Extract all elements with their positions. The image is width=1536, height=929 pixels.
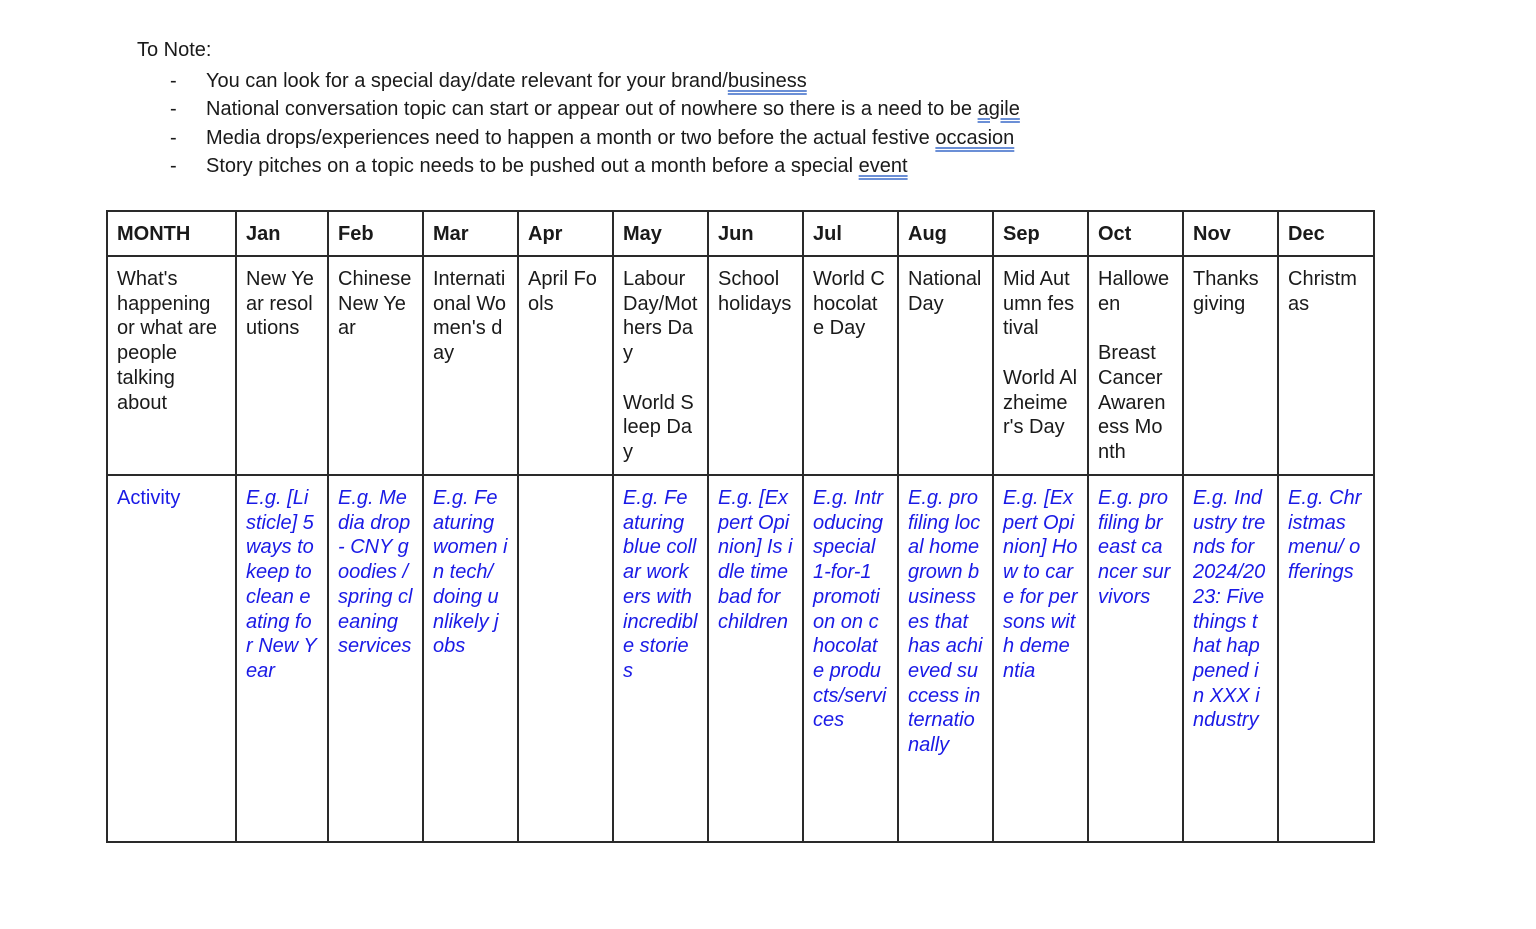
happening-cell-jun: School holidays (708, 256, 803, 475)
note-link[interactable]: event (858, 154, 908, 177)
activity-cell-aug: E.g. profiling local homegrown businesses that has achieved success internationally (898, 475, 993, 842)
content-calendar-table (106, 210, 1375, 843)
header-month-may: May (613, 211, 708, 256)
note-text: Media drops/experiences need to happen a month or two before the actual festive (206, 126, 936, 149)
header-month-dec: Dec (1278, 211, 1374, 256)
activity-cell-dec: E.g. Christmas menu/ offerings (1278, 475, 1374, 842)
header-month-sep: Sep (993, 211, 1088, 256)
activity-cell-feb: E.g. Media drop - CNY goodies / spring cleaning services (328, 475, 423, 842)
note-item (170, 152, 1020, 180)
happening-cell-jul: World Chocolate Day (803, 256, 898, 475)
bullet-dash: - (170, 70, 177, 92)
header-month-aug: Aug (898, 211, 993, 256)
activity-cell-jul: E.g. Introducing special 1-for-1 promotion on chocolate products/services (803, 475, 898, 842)
activity-cell-jan: E.g. [Listicle] 5 ways to keep to clean eating for New Year (236, 475, 328, 842)
happening-cell-mar: International Women's day (423, 256, 518, 475)
happening-cell-jan: New Year resolutions (236, 256, 328, 475)
happening-cell-feb: Chinese New Year (328, 256, 423, 475)
header-month-nov: Nov (1183, 211, 1278, 256)
activity-cell-apr (518, 475, 613, 842)
note-text: National conversation topic can start or appear out of nowhere so there is a need to be (206, 98, 978, 121)
happening-cell-nov: Thanksgiving (1183, 256, 1278, 475)
header-month-mar: Mar (423, 211, 518, 256)
activity-cell-oct: E.g. profiling breast cancer survivors (1088, 475, 1183, 842)
header-month-jun: Jun (708, 211, 803, 256)
header-month-feb: Feb (328, 211, 423, 256)
happening-row (107, 256, 1374, 475)
header-month-oct: Oct (1088, 211, 1183, 256)
notes-title: To Note: (137, 39, 212, 61)
header-month-label: MONTH (107, 211, 236, 256)
note-link[interactable]: business (727, 70, 807, 92)
happening-cell-sep: Mid Autumn festival World Alzheimer's Day (993, 256, 1088, 475)
notes-list (170, 67, 1020, 180)
note-text: You can look for a special day/date relevant for your brand/ (206, 70, 728, 92)
activity-cell-jun: E.g. [Expert Opinion] Is idle time bad for children (708, 475, 803, 842)
note-link[interactable]: occasion (935, 126, 1015, 149)
row-label-happening: What's happening or what are people talking about (107, 256, 236, 475)
note-item (170, 67, 1020, 95)
header-row (107, 211, 1374, 256)
happening-cell-dec: Christmas (1278, 256, 1374, 475)
note-text: Story pitches on a topic needs to be pushed out a month before a special (206, 154, 859, 177)
bullet-dash: - (170, 98, 177, 121)
header-month-jul: Jul (803, 211, 898, 256)
activity-row (107, 475, 1374, 842)
header-month-apr: Apr (518, 211, 613, 256)
bullet-dash: - (170, 154, 177, 177)
happening-cell-oct: Halloween Breast Cancer Awareness Month (1088, 256, 1183, 475)
happening-cell-aug: National Day (898, 256, 993, 475)
happening-cell-may: Labour Day/Mothers Day World Sleep Day (613, 256, 708, 475)
bullet-dash: - (170, 126, 177, 149)
activity-cell-mar: E.g. Featuring women in tech/ doing unlikely jobs (423, 475, 518, 842)
row-label-activity: Activity (107, 475, 236, 842)
activity-cell-may: E.g. Featuring blue collar workers with incredible stories (613, 475, 708, 842)
happening-cell-apr: April Fools (518, 256, 613, 475)
note-link[interactable]: agile (977, 98, 1020, 121)
note-item (170, 95, 1020, 123)
header-month-jan: Jan (236, 211, 328, 256)
activity-cell-sep: E.g. [Expert Opinion] How to care for persons with dementia (993, 475, 1088, 842)
note-item (170, 124, 1020, 152)
activity-cell-nov: E.g. Industry trends for 2024/2023: Five things that happened in XXX industry (1183, 475, 1278, 842)
